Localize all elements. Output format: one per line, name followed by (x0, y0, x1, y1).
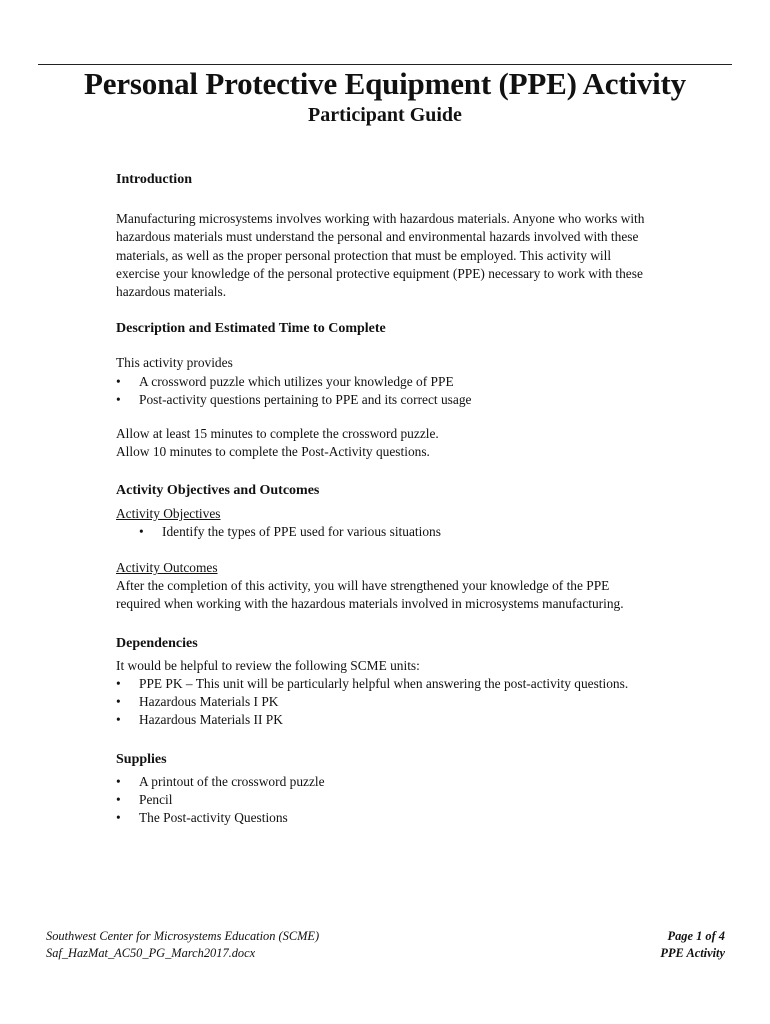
header-rule (38, 64, 732, 65)
list-item-text: PPE PK – This unit will be particularly helpful when answering the post-activity questions. (139, 676, 629, 692)
objectives-section (116, 505, 726, 614)
bullet-icon: • (116, 391, 121, 407)
introduction-line: exercise your knowledge of the personal protective equipment (PPE) necessary to work with these (116, 265, 643, 281)
supplies-heading: Supplies (116, 751, 167, 767)
list-item (116, 791, 726, 809)
list-item (116, 373, 726, 391)
bullet-icon: • (116, 373, 121, 389)
description-lead: This activity provides (116, 355, 233, 371)
footer-page-number: Page 1 of 4 (667, 929, 725, 943)
list-item-text: A printout of the crossword puzzle (139, 773, 325, 789)
dependencies-heading: Dependencies (116, 635, 198, 651)
list-item (116, 675, 726, 693)
list-item-text: Post-activity questions pertaining to PPE and its correct usage (139, 391, 472, 407)
document-title: Personal Protective Equipment (PPE) Activity (84, 66, 686, 101)
list-item (116, 693, 726, 711)
description-heading: Description and Estimated Time to Complete (116, 321, 386, 337)
outcomes-line: required when working with the hazardous materials involved in microsystems manufacturing. (116, 596, 624, 612)
objectives-heading: Activity Objectives and Outcomes (116, 483, 320, 499)
footer-org: Southwest Center for Microsystems Education (SCME) (46, 929, 320, 943)
bullet-icon: • (116, 810, 121, 826)
introduction-line: Manufacturing microsystems involves working with hazardous materials. Anyone who works with (116, 211, 645, 227)
objectives-list (116, 523, 726, 541)
list-item (116, 773, 726, 791)
list-item-text: Hazardous Materials II PK (139, 712, 283, 728)
list-item-text: Identify the types of PPE used for various situations (162, 523, 441, 539)
outcomes-line: After the completion of this activity, you will have strengthened your knowledge of the PPE (116, 578, 610, 594)
bullet-icon: • (116, 694, 121, 710)
bullet-icon: • (116, 792, 121, 808)
dependencies-lead: It would be helpful to review the following SCME units: (116, 657, 420, 673)
document-subtitle: Participant Guide (308, 104, 462, 126)
document-body (116, 171, 726, 827)
dependencies-section (116, 657, 726, 730)
dependencies-list (116, 675, 726, 730)
supplies-list (116, 773, 726, 828)
introduction-line: materials, as well as the proper personal protection that must be employed. This activity will (116, 247, 612, 263)
supplies-section (116, 773, 726, 828)
bullet-icon: • (116, 676, 121, 692)
introduction-line: hazardous materials must understand the personal and environmental hazards involved with these (116, 229, 639, 245)
time-line: Allow 10 minutes to complete the Post-Activity questions. (116, 444, 430, 460)
introduction-line: hazardous materials. (116, 284, 227, 300)
description-list (116, 373, 726, 409)
introduction-text (116, 210, 726, 301)
list-item (116, 711, 726, 729)
introduction-heading: Introduction (116, 172, 192, 187)
footer-left (46, 928, 319, 962)
list-item-text: The Post-activity Questions (139, 810, 288, 826)
list-item (116, 391, 726, 409)
description-section (116, 354, 726, 461)
list-item (116, 523, 726, 541)
time-estimate (116, 425, 726, 461)
bullet-icon: • (139, 523, 144, 539)
list-item-text: A crossword puzzle which utilizes your knowledge of PPE (139, 373, 454, 389)
list-item-text: Pencil (139, 792, 173, 808)
list-item-text: Hazardous Materials I PK (139, 694, 279, 710)
footer-right (660, 928, 725, 962)
objectives-label: Activity Objectives (116, 505, 221, 521)
footer-filename: Saf_HazMat_AC50_PG_March2017.docx (46, 946, 256, 960)
footer-doc-title: PPE Activity (660, 946, 725, 960)
list-item (116, 809, 726, 827)
bullet-icon: • (116, 712, 121, 728)
time-line: Allow at least 15 minutes to complete the crossword puzzle. (116, 426, 439, 442)
bullet-icon: • (116, 773, 121, 789)
outcomes-label: Activity Outcomes (116, 560, 218, 576)
